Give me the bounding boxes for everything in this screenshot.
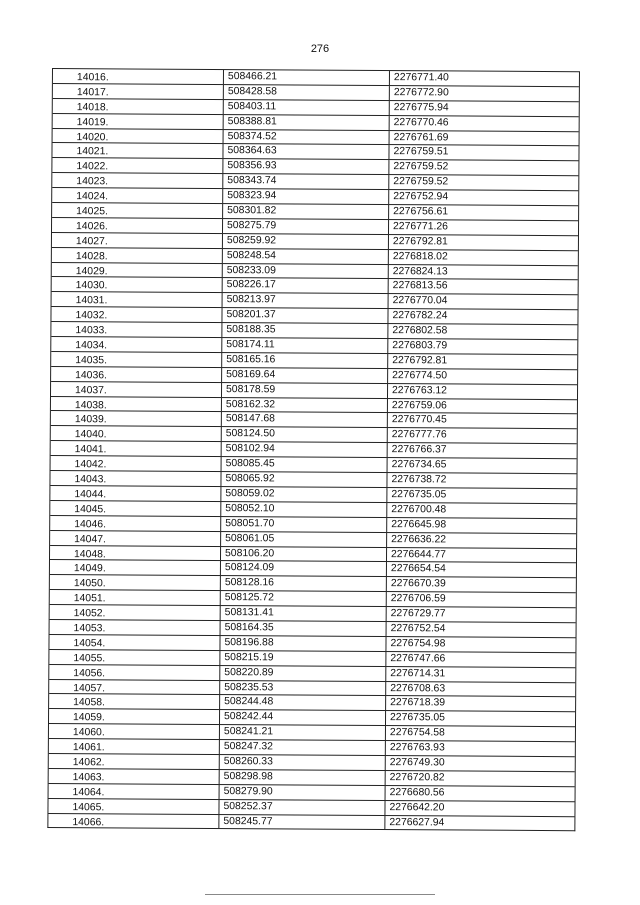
easting-cell: 508213.97	[222, 293, 388, 308]
northing-cell: 2276627.94	[384, 816, 572, 831]
point-number-cell: 14054.	[73, 637, 106, 650]
point-number-cell: 14019.	[76, 116, 109, 129]
easting-cell: 508260.33	[219, 755, 385, 770]
northing-cell: 2276777.76	[387, 428, 575, 443]
easting-cell: 508259.92	[222, 234, 388, 249]
easting-cell: 508241.21	[219, 725, 385, 740]
easting-cell: 508124.50	[221, 427, 387, 442]
point-number-cell: 14046.	[74, 518, 107, 531]
point-number-cell: 14024.	[76, 191, 109, 203]
point-number-cell: 14066.	[72, 816, 105, 828]
point-number-cell: 14032.	[75, 310, 108, 322]
northing-cell: 2276754.58	[385, 726, 573, 741]
easting-cell: 508364.63	[222, 144, 388, 159]
point-number-cell: 14052.	[73, 608, 106, 620]
easting-cell: 508298.98	[219, 770, 385, 785]
northing-cell: 2276766.37	[387, 443, 575, 458]
easting-cell: 508279.90	[219, 785, 385, 800]
northing-cell: 2276718.39	[385, 696, 573, 711]
point-number-cell: 14048.	[73, 548, 106, 560]
easting-cell: 508248.54	[222, 249, 388, 264]
easting-cell: 508244.48	[219, 695, 385, 710]
point-number-cell: 14035.	[75, 355, 108, 367]
point-number-cell: 14062.	[72, 757, 105, 769]
point-number-cell: 14058.	[73, 697, 105, 709]
northing-cell: 2276747.66	[385, 652, 573, 667]
point-number-cell: 14020.	[76, 131, 109, 143]
easting-cell: 508124.09	[220, 561, 386, 576]
easting-cell: 508233.09	[222, 264, 388, 279]
northing-cell: 2276770.46	[389, 116, 577, 131]
point-number-cell: 14043.	[74, 474, 107, 486]
northing-cell: 2276763.93	[385, 741, 573, 756]
point-number-cell: 14047.	[74, 533, 106, 545]
point-number-cell: 14034.	[75, 340, 108, 352]
northing-cell: 2276770.45	[387, 414, 575, 429]
point-number-cell: 14029.	[75, 265, 108, 277]
point-number-cell: 14061.	[72, 742, 105, 754]
northing-cell: 2276735.05	[385, 711, 573, 726]
northing-cell: 2276759.52	[388, 175, 576, 190]
easting-cell: 508065.92	[220, 472, 386, 487]
easting-cell: 508247.32	[219, 740, 385, 755]
northing-cell: 2276759.06	[387, 399, 575, 414]
point-number-cell: 14051.	[73, 593, 106, 605]
northing-cell: 2276770.04	[388, 294, 576, 309]
easting-cell: 508102.94	[221, 442, 387, 457]
northing-cell: 2276729.77	[386, 607, 574, 622]
easting-cell: 508196.88	[219, 636, 385, 651]
easting-cell: 508252.37	[218, 800, 384, 815]
point-number-cell: 14025.	[76, 206, 108, 218]
point-number-cell: 14049.	[73, 563, 106, 575]
northing-cell: 2276749.30	[385, 756, 573, 771]
point-number-cell: 14028.	[75, 250, 108, 263]
point-number-cell: 14050.	[73, 578, 106, 590]
northing-cell: 2276813.56	[388, 280, 576, 295]
point-number-cell: 14045.	[74, 503, 107, 516]
northing-cell: 2276772.90	[389, 86, 577, 101]
point-number-cell: 14022.	[76, 161, 109, 173]
northing-cell: 2276756.61	[388, 205, 576, 220]
easting-cell: 508164.35	[220, 621, 386, 636]
northing-cell: 2276714.31	[385, 667, 573, 682]
easting-cell: 508235.53	[219, 681, 385, 696]
easting-cell: 508215.19	[219, 651, 385, 666]
northing-cell: 2276824.13	[388, 265, 576, 280]
northing-cell: 2276636.22	[386, 533, 574, 548]
easting-cell: 508388.81	[223, 115, 389, 130]
northing-cell: 2276680.56	[385, 786, 573, 801]
easting-cell: 508061.05	[220, 532, 386, 547]
northing-cell: 2276700.48	[386, 503, 574, 518]
northing-cell: 2276720.82	[385, 771, 573, 786]
point-number-cell: 14063.	[72, 771, 105, 784]
northing-cell: 2276818.02	[388, 250, 576, 265]
easting-cell: 508188.35	[221, 323, 387, 338]
point-number-cell: 14042.	[74, 459, 107, 471]
northing-cell: 2276761.69	[389, 131, 577, 146]
northing-cell: 2276738.72	[386, 473, 574, 488]
point-number-cell: 14026.	[75, 221, 108, 233]
easting-cell: 508301.82	[222, 204, 388, 219]
northing-cell: 2276754.98	[385, 637, 573, 652]
page-number: 276	[310, 43, 330, 55]
easting-cell: 508466.21	[223, 70, 389, 85]
easting-cell: 508343.74	[222, 174, 388, 189]
point-number-cell: 14055.	[73, 652, 106, 665]
northing-cell: 2276792.81	[388, 235, 576, 250]
point-number-cell: 14023.	[76, 176, 109, 188]
point-number-cell: 14064.	[72, 786, 105, 799]
easting-cell: 508428.58	[223, 85, 389, 100]
point-number-cell: 14053.	[73, 623, 106, 635]
easting-cell: 508323.94	[222, 189, 388, 204]
point-number-cell: 14056.	[73, 667, 106, 679]
point-number-cell: 14031.	[75, 295, 108, 307]
easting-cell: 508242.44	[219, 710, 385, 725]
bottom-rule	[205, 894, 435, 895]
easting-cell: 508085.45	[221, 457, 387, 472]
point-number-cell: 14065.	[72, 801, 105, 813]
northing-cell: 2276803.79	[387, 339, 575, 354]
point-number-cell: 14030.	[75, 280, 108, 292]
easting-cell: 508201.37	[221, 308, 387, 323]
northing-cell: 2276734.65	[387, 458, 575, 473]
easting-cell: 508147.68	[221, 413, 387, 428]
northing-cell: 2276792.81	[387, 354, 575, 369]
northing-cell: 2276735.05	[386, 488, 574, 503]
northing-cell: 2276774.50	[387, 369, 575, 384]
easting-cell: 508275.79	[222, 219, 388, 234]
easting-cell: 508245.77	[218, 815, 384, 830]
easting-cell: 508125.72	[220, 591, 386, 606]
easting-cell: 508128.16	[220, 576, 386, 591]
northing-cell: 2276771.26	[388, 220, 576, 235]
point-number-cell: 14016.	[76, 72, 109, 84]
point-number-cell: 14037.	[74, 384, 107, 397]
northing-cell: 2276759.52	[388, 160, 576, 175]
easting-cell: 508052.10	[220, 502, 386, 517]
easting-cell: 508165.16	[221, 353, 387, 368]
northing-cell: 2276644.77	[386, 548, 574, 563]
northing-cell: 2276759.51	[388, 146, 576, 161]
easting-cell: 508374.52	[223, 130, 389, 145]
easting-cell: 508131.41	[220, 606, 386, 621]
northing-cell: 2276654.54	[386, 562, 574, 577]
point-number-cell: 14044.	[74, 489, 107, 501]
point-number-cell: 14039.	[74, 414, 107, 426]
northing-cell: 2276708.63	[385, 682, 573, 697]
northing-cell: 2276752.54	[386, 622, 574, 637]
point-number-cell: 14060.	[72, 727, 105, 739]
northing-cell: 2276763.12	[387, 384, 575, 399]
easting-cell: 508226.17	[222, 279, 388, 294]
easting-cell: 508356.93	[222, 159, 388, 174]
point-number-cell: 14040.	[74, 429, 107, 441]
point-number-cell: 14041.	[74, 444, 107, 456]
point-number-cell: 14036.	[75, 369, 107, 382]
northing-cell: 2276670.39	[386, 577, 574, 592]
easting-cell: 508403.11	[223, 100, 389, 115]
point-number-cell: 14027.	[75, 235, 108, 248]
easting-cell: 508178.59	[221, 383, 387, 398]
point-number-cell: 14059.	[72, 712, 105, 724]
coordinates-table	[47, 68, 580, 832]
northing-cell: 2276782.24	[387, 309, 575, 324]
northing-cell: 2276771.40	[389, 71, 577, 86]
point-number-cell: 14017.	[76, 87, 109, 99]
easting-cell: 508169.64	[221, 368, 387, 383]
northing-cell: 2276752.94	[388, 190, 576, 205]
point-number-cell: 14018.	[76, 101, 109, 114]
easting-cell: 508174.11	[221, 338, 387, 353]
easting-cell: 508059.02	[220, 487, 386, 502]
point-number-cell: 14033.	[75, 325, 108, 337]
easting-cell: 508220.89	[219, 666, 385, 681]
easting-cell: 508106.20	[220, 547, 386, 562]
northing-cell: 2276775.94	[389, 101, 577, 116]
easting-cell: 508051.70	[220, 517, 386, 532]
northing-cell: 2276706.59	[386, 592, 574, 607]
point-number-cell: 14057.	[73, 682, 106, 694]
easting-cell: 508162.32	[221, 398, 387, 413]
northing-cell: 2276802.58	[387, 324, 575, 339]
northing-cell: 2276645.98	[386, 518, 574, 533]
point-number-cell: 14038.	[74, 399, 107, 411]
point-number-cell: 14021.	[76, 146, 109, 158]
northing-cell: 2276642.20	[384, 801, 572, 816]
